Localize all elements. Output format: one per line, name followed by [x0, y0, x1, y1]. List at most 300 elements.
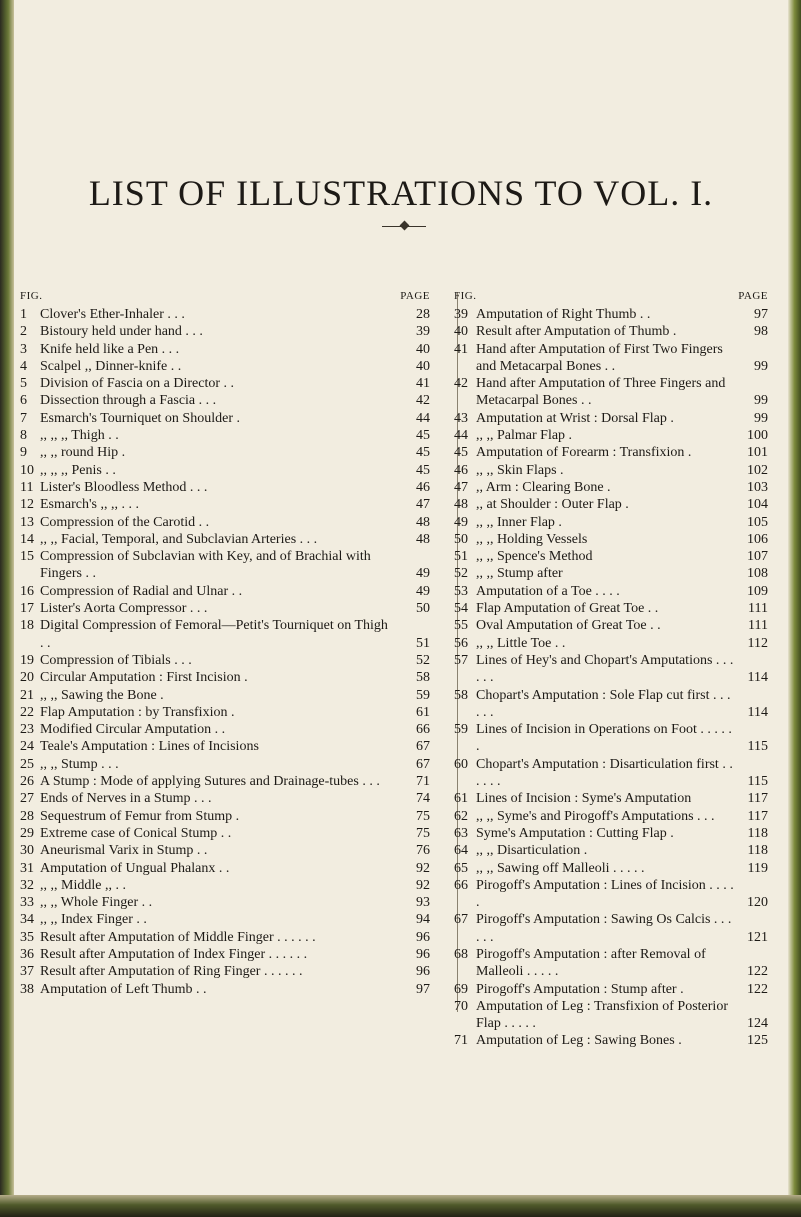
- illustration-caption: Oval Amputation of Great Toe . .: [476, 618, 661, 634]
- fig-number: 12: [20, 497, 34, 513]
- fig-number: 71: [454, 1033, 468, 1049]
- fig-number: 3: [20, 341, 27, 357]
- list-item: [20, 773, 430, 790]
- list-item: [20, 842, 430, 859]
- list-item: [454, 825, 768, 842]
- fig-number: 41: [454, 341, 468, 357]
- illustration-caption: Result after Amputation of Thumb .: [476, 324, 677, 340]
- illustration-caption: A Stump : Mode of applying Sutures and Drainage-tubes . . .: [40, 774, 380, 790]
- page-edge-bottom: [0, 1195, 801, 1217]
- fig-number: 46: [454, 462, 468, 478]
- illustration-caption: ,, ,, Holding Vessels: [476, 531, 588, 547]
- fig-number: 33: [20, 895, 34, 911]
- list-item: [20, 479, 430, 496]
- page-number: 111: [748, 618, 768, 634]
- page-number: 115: [747, 774, 768, 790]
- illustration-caption: Compression of Subclavian with Key, and of Brachial with Fingers . .: [40, 549, 371, 582]
- list-item: [454, 981, 768, 998]
- page-number: 97: [416, 981, 430, 997]
- illustration-caption: ,, ,, Skin Flaps .: [476, 462, 564, 478]
- left-column-header: [20, 288, 430, 305]
- list-item: [20, 444, 430, 461]
- list-item: [20, 375, 430, 392]
- page-number: 49: [416, 566, 430, 582]
- list-item: [20, 738, 430, 755]
- illustration-caption: ,, ,, Inner Flap .: [476, 514, 562, 530]
- list-item: [20, 894, 430, 911]
- illustration-caption: Chopart's Amputation : Disarticulation first . . . . . .: [476, 756, 733, 790]
- fig-number: 61: [454, 791, 468, 807]
- list-item: [20, 617, 430, 652]
- left-column: [20, 288, 430, 998]
- fig-number: 14: [20, 531, 34, 547]
- list-item: [20, 808, 430, 825]
- fig-number: 16: [20, 583, 34, 599]
- illustration-caption: ,, ,, Stump after: [476, 566, 563, 582]
- illustration-caption: ,, ,, ,, Thigh . .: [40, 428, 119, 444]
- illustration-caption: Digital Compression of Femoral—Petit's Tourniquet on Thigh . .: [40, 618, 388, 651]
- illustration-caption: ,, ,, Syme's and Pirogoff's Amputations . . .: [476, 808, 715, 824]
- list-item: [20, 704, 430, 721]
- list-item: [20, 514, 430, 531]
- illustration-caption: Esmarch's Tourniquet on Shoulder .: [40, 410, 240, 426]
- page-number: 100: [747, 428, 768, 444]
- illustration-caption: Amputation of Leg : Transfixion of Posterior Flap . . . . .: [476, 998, 728, 1032]
- page-number: 61: [416, 704, 430, 720]
- illustration-caption: Circular Amputation : First Incision .: [40, 670, 248, 686]
- illustration-caption: Extreme case of Conical Stump . .: [40, 825, 232, 841]
- page-number: 48: [416, 514, 430, 530]
- page-number: 75: [416, 825, 430, 841]
- page-number: 94: [416, 912, 430, 928]
- page-number: 45: [416, 445, 430, 461]
- fig-number: 66: [454, 877, 468, 893]
- illustration-caption: Compression of Radial and Ulnar . .: [40, 583, 243, 599]
- illustration-caption: Aneurismal Varix in Stump . .: [40, 843, 208, 859]
- list-item: [454, 323, 768, 340]
- illustration-caption: ,, ,, Whole Finger . .: [40, 895, 153, 911]
- page-number: 118: [747, 825, 768, 841]
- page-number: 45: [416, 462, 430, 478]
- illustration-caption: ,, at Shoulder : Outer Flap .: [476, 497, 629, 513]
- illustration-caption: Lines of Incision : Syme's Amputation: [476, 791, 692, 807]
- list-item: [454, 998, 768, 1033]
- page-number: 114: [747, 670, 768, 686]
- fig-number: 4: [20, 358, 27, 374]
- fig-number: 40: [454, 324, 468, 340]
- list-item: [454, 479, 768, 496]
- list-item: [20, 410, 430, 427]
- page-title: LIST OF ILLUSTRATIONS TO VOL. I.: [88, 173, 714, 213]
- illustration-caption: ,, ,, round Hip .: [40, 445, 126, 461]
- page-number: 96: [416, 946, 430, 962]
- list-item: [20, 911, 430, 928]
- list-item: [454, 375, 768, 410]
- page-number: 44: [416, 410, 430, 426]
- page-number: 118: [747, 843, 768, 859]
- fig-number: 20: [20, 670, 34, 686]
- illustration-caption: Pirogoff's Amputation : Lines of Incision . . . . .: [476, 877, 734, 911]
- fig-number: 27: [20, 791, 34, 807]
- fig-number: 9: [20, 445, 27, 461]
- page-heading: PAGE: [400, 290, 430, 302]
- list-item: [20, 358, 430, 375]
- list-item: [20, 323, 430, 340]
- illustration-caption: ,, ,, Facial, Temporal, and Subclavian Arteries . . .: [40, 531, 318, 547]
- page-number: 52: [416, 652, 430, 668]
- list-item: [20, 427, 430, 444]
- fig-number: 43: [454, 410, 468, 426]
- page-number: 46: [416, 479, 430, 495]
- page-number: 119: [747, 860, 768, 876]
- page-number: 99: [754, 358, 768, 374]
- illustration-caption: Scalpel ,, Dinner-knife . .: [40, 358, 182, 374]
- illustration-caption: Lines of Hey's and Chopart's Amputations . . . . . .: [476, 652, 734, 686]
- page-number: 117: [747, 808, 768, 824]
- illustration-caption: Amputation of a Toe . . . .: [476, 583, 620, 599]
- illustration-caption: Result after Amputation of Ring Finger . . . . . .: [40, 964, 303, 980]
- illustration-caption: Clover's Ether-Inhaler . . .: [40, 307, 185, 322]
- illustration-caption: ,, ,, Little Toe . .: [476, 635, 566, 651]
- fig-number: 38: [20, 981, 34, 997]
- list-item: [20, 600, 430, 617]
- page-number: 103: [747, 479, 768, 495]
- page-number: 107: [747, 549, 768, 565]
- page-number: 59: [416, 687, 430, 703]
- illustration-caption: Division of Fascia on a Director . .: [40, 376, 235, 392]
- fig-number: 22: [20, 704, 34, 720]
- illustration-caption: Amputation of Leg : Sawing Bones .: [476, 1033, 682, 1049]
- fig-number: 39: [454, 307, 468, 322]
- illustration-caption: Flap Amputation : by Transfixion .: [40, 704, 235, 720]
- list-item: [20, 652, 430, 669]
- fig-number: 52: [454, 566, 468, 582]
- list-item: [454, 583, 768, 600]
- list-item: [454, 790, 768, 807]
- illustration-caption: Lister's Bloodless Method . . .: [40, 479, 208, 495]
- list-item: [20, 392, 430, 409]
- fig-number: 49: [454, 514, 468, 530]
- fig-number: 15: [20, 549, 34, 565]
- list-item: [20, 825, 430, 842]
- list-item: [454, 496, 768, 513]
- page-number: 67: [416, 756, 430, 772]
- fig-number: 60: [454, 756, 468, 772]
- illustration-caption: Amputation of Forearm : Transfixion .: [476, 445, 692, 461]
- list-item: [454, 911, 768, 946]
- right-column: [454, 288, 768, 1050]
- fig-heading: FIG.: [454, 290, 477, 302]
- page-number: 92: [416, 860, 430, 876]
- illustration-caption: Sequestrum of Femur from Stump .: [40, 808, 240, 824]
- page-number: 40: [416, 358, 430, 374]
- fig-number: 68: [454, 946, 468, 962]
- fig-number: 55: [454, 618, 468, 634]
- fig-number: 44: [454, 428, 468, 444]
- fig-number: 64: [454, 843, 468, 859]
- page-number: 124: [747, 1016, 768, 1032]
- page-number: 93: [416, 895, 430, 911]
- fig-number: 48: [454, 497, 468, 513]
- fig-number: 10: [20, 462, 34, 478]
- fig-number: 23: [20, 722, 34, 738]
- fig-number: 58: [454, 687, 468, 703]
- fig-number: 62: [454, 808, 468, 824]
- fig-number: 18: [20, 618, 34, 634]
- fig-number: 17: [20, 601, 34, 617]
- page-number: 74: [416, 791, 430, 807]
- illustration-caption: ,, ,, Index Finger . .: [40, 912, 147, 928]
- list-item: [454, 652, 768, 687]
- page-number: 114: [747, 704, 768, 720]
- list-item: [454, 565, 768, 582]
- illustration-caption: Syme's Amputation : Cutting Flap .: [476, 825, 674, 841]
- page-number: 92: [416, 877, 430, 893]
- fig-number: 30: [20, 843, 34, 859]
- illustration-caption: Chopart's Amputation : Sole Flap cut first . . . . . .: [476, 687, 731, 720]
- fig-number: 6: [20, 393, 27, 409]
- list-item: [454, 548, 768, 565]
- illustration-caption: Esmarch's ,, ,, . . .: [40, 497, 139, 513]
- list-item: [454, 531, 768, 548]
- illustration-caption: Pirogoff's Amputation : Stump after .: [476, 981, 684, 997]
- list-item: [454, 946, 768, 981]
- fig-number: 34: [20, 912, 34, 928]
- page-number: 99: [754, 410, 768, 426]
- page-number: 102: [747, 462, 768, 478]
- illustration-caption: Result after Amputation of Middle Finger . . . . . .: [40, 929, 316, 945]
- fig-number: 13: [20, 514, 34, 530]
- page-number: 76: [416, 843, 430, 859]
- illustration-caption: Compression of the Carotid . .: [40, 514, 210, 530]
- list-item: [454, 600, 768, 617]
- illustration-caption: Lines of Incision in Operations on Foot . . . . . .: [476, 722, 732, 755]
- fig-number: 7: [20, 410, 27, 426]
- fig-number: 29: [20, 825, 34, 841]
- illustration-caption: ,, ,, Middle ,, . .: [40, 877, 126, 893]
- list-item: [454, 808, 768, 825]
- list-item: [20, 341, 430, 358]
- fig-number: 35: [20, 929, 34, 945]
- fig-number: 45: [454, 445, 468, 461]
- fig-number: 25: [20, 756, 34, 772]
- fig-number: 63: [454, 825, 468, 841]
- fig-number: 32: [20, 877, 34, 893]
- fig-number: 11: [20, 479, 34, 495]
- page-number: 28: [416, 307, 430, 322]
- page-number: 50: [416, 601, 430, 617]
- fig-number: 67: [454, 912, 468, 928]
- illustration-caption: Compression of Tibials . . .: [40, 652, 192, 668]
- list-item: [20, 531, 430, 548]
- page-number: 125: [747, 1033, 768, 1049]
- illustration-caption: Amputation at Wrist : Dorsal Flap .: [476, 410, 674, 426]
- list-item: [20, 687, 430, 704]
- list-item: [454, 444, 768, 461]
- page-number: 58: [416, 670, 430, 686]
- page-number: 96: [416, 929, 430, 945]
- fig-number: 47: [454, 479, 468, 495]
- left-entry-list: [20, 306, 430, 998]
- page-number: 108: [747, 566, 768, 582]
- page-number: 104: [747, 497, 768, 513]
- page-number: 49: [416, 583, 430, 599]
- page-edge-right: [788, 0, 801, 1217]
- list-item: [20, 462, 430, 479]
- list-item: [20, 496, 430, 513]
- page-number: 120: [747, 895, 768, 911]
- page-number: 122: [747, 981, 768, 997]
- fig-number: 31: [20, 860, 34, 876]
- title-ornament-diamond-icon: [400, 221, 410, 231]
- list-item: [20, 929, 430, 946]
- list-item: [454, 341, 768, 376]
- list-item: [454, 860, 768, 877]
- page-number: 39: [416, 324, 430, 340]
- illustration-caption: Amputation of Left Thumb . .: [40, 981, 207, 997]
- page-number: 109: [747, 583, 768, 599]
- list-item: [454, 877, 768, 912]
- list-item: [454, 635, 768, 652]
- illustration-caption: ,, ,, Sawing the Bone .: [40, 687, 164, 703]
- illustration-caption: Teale's Amputation : Lines of Incisions: [40, 739, 259, 755]
- illustration-caption: ,, ,, Palmar Flap .: [476, 428, 573, 444]
- fig-number: 70: [454, 998, 468, 1014]
- fig-number: 59: [454, 722, 468, 738]
- illustration-caption: ,, ,, Sawing off Malleoli . . . . .: [476, 860, 645, 876]
- page-number: 66: [416, 722, 430, 738]
- list-item: [20, 756, 430, 773]
- page-number: 75: [416, 808, 430, 824]
- page-number: 40: [416, 341, 430, 357]
- list-item: [20, 721, 430, 738]
- page-number: 98: [754, 324, 768, 340]
- list-item: [454, 756, 768, 791]
- list-item: [20, 548, 430, 583]
- fig-number: 57: [454, 652, 468, 668]
- list-item: [20, 669, 430, 686]
- page-number: 45: [416, 428, 430, 444]
- list-item: [454, 514, 768, 531]
- list-item: [20, 963, 430, 980]
- illustration-caption: Flap Amputation of Great Toe . .: [476, 601, 659, 617]
- fig-number: 5: [20, 376, 27, 392]
- page-number: 51: [416, 635, 430, 651]
- book-page: [14, 0, 788, 1217]
- illustration-caption: Pirogoff's Amputation : after Removal of Malleoli . . . . .: [476, 946, 706, 980]
- page-number: 42: [416, 393, 430, 409]
- list-item: [454, 721, 768, 756]
- list-item: [454, 1032, 768, 1049]
- illustration-caption: ,, ,, ,, Penis . .: [40, 462, 116, 478]
- page-number: 97: [754, 307, 768, 322]
- list-item: [20, 946, 430, 963]
- illustration-caption: Amputation of Ungual Phalanx . .: [40, 860, 230, 876]
- right-column-header: [454, 288, 768, 305]
- fig-number: 53: [454, 583, 468, 599]
- list-item: [454, 462, 768, 479]
- list-item: [454, 306, 768, 323]
- fig-number: 56: [454, 635, 468, 651]
- fig-number: 50: [454, 531, 468, 547]
- illustration-caption: Modified Circular Amputation . .: [40, 722, 226, 738]
- illustration-caption: Amputation of Right Thumb . .: [476, 307, 651, 322]
- illustration-caption: Result after Amputation of Index Finger . . . . . .: [40, 946, 308, 962]
- illustration-caption: Bistoury held under hand . . .: [40, 324, 203, 340]
- page-number: 112: [747, 635, 768, 651]
- illustration-caption: Knife held like a Pen . . .: [40, 341, 180, 357]
- page-number: 47: [416, 497, 430, 513]
- list-item: [20, 877, 430, 894]
- page-number: 122: [747, 964, 768, 980]
- illustration-caption: Pirogoff's Amputation : Sawing Os Calcis . . . . . .: [476, 912, 732, 945]
- list-item: [20, 860, 430, 877]
- page-number: 111: [748, 601, 768, 617]
- page-number: 106: [747, 531, 768, 547]
- page-number: 121: [747, 929, 768, 945]
- illustration-caption: Lister's Aorta Compressor . . .: [40, 601, 208, 617]
- fig-number: 2: [20, 324, 27, 340]
- book-spine-shadow: [0, 0, 14, 1217]
- fig-number: 8: [20, 428, 27, 444]
- illustration-caption: Ends of Nerves in a Stump . . .: [40, 791, 212, 807]
- fig-number: 24: [20, 739, 34, 755]
- illustration-caption: ,, ,, Stump . . .: [40, 756, 119, 772]
- fig-number: 28: [20, 808, 34, 824]
- list-item: [454, 427, 768, 444]
- page-heading: PAGE: [738, 290, 768, 302]
- illustration-caption: Hand after Amputation of Three Fingers and Metacarpal Bones . .: [476, 376, 726, 409]
- fig-number: 1: [20, 307, 27, 322]
- fig-number: 26: [20, 774, 34, 790]
- list-item: [454, 617, 768, 634]
- page-number: 105: [747, 514, 768, 530]
- list-item: [20, 790, 430, 807]
- page-number: 117: [747, 791, 768, 807]
- list-item: [454, 687, 768, 722]
- list-item: [454, 842, 768, 859]
- fig-number: 54: [454, 601, 468, 617]
- fig-number: 19: [20, 652, 34, 668]
- list-item: [20, 583, 430, 600]
- fig-heading: FIG.: [20, 290, 43, 302]
- page-number: 99: [754, 393, 768, 409]
- illustration-caption: ,, ,, Spence's Method: [476, 549, 593, 565]
- illustration-caption: ,, ,, Disarticulation .: [476, 843, 588, 859]
- page-number: 96: [416, 964, 430, 980]
- fig-number: 65: [454, 860, 468, 876]
- page-number: 48: [416, 531, 430, 547]
- fig-number: 36: [20, 946, 34, 962]
- page-number: 115: [747, 739, 768, 755]
- fig-number: 42: [454, 376, 468, 392]
- fig-number: 37: [20, 964, 34, 980]
- illustration-caption: ,, Arm : Clearing Bone .: [476, 479, 611, 495]
- list-item: [454, 410, 768, 427]
- list-item: [20, 306, 430, 323]
- page-number: 41: [416, 376, 430, 392]
- page-number: 71: [416, 774, 430, 790]
- page-number: 101: [747, 445, 768, 461]
- illustration-caption: Hand after Amputation of First Two Fingers and Metacarpal Bones . .: [476, 341, 723, 374]
- fig-number: 21: [20, 687, 34, 703]
- fig-number: 69: [454, 981, 468, 997]
- fig-number: 51: [454, 549, 468, 565]
- illustration-caption: Dissection through a Fascia . . .: [40, 393, 217, 409]
- right-entry-list: [454, 306, 768, 1050]
- list-item: [20, 981, 430, 998]
- page-number: 67: [416, 739, 430, 755]
